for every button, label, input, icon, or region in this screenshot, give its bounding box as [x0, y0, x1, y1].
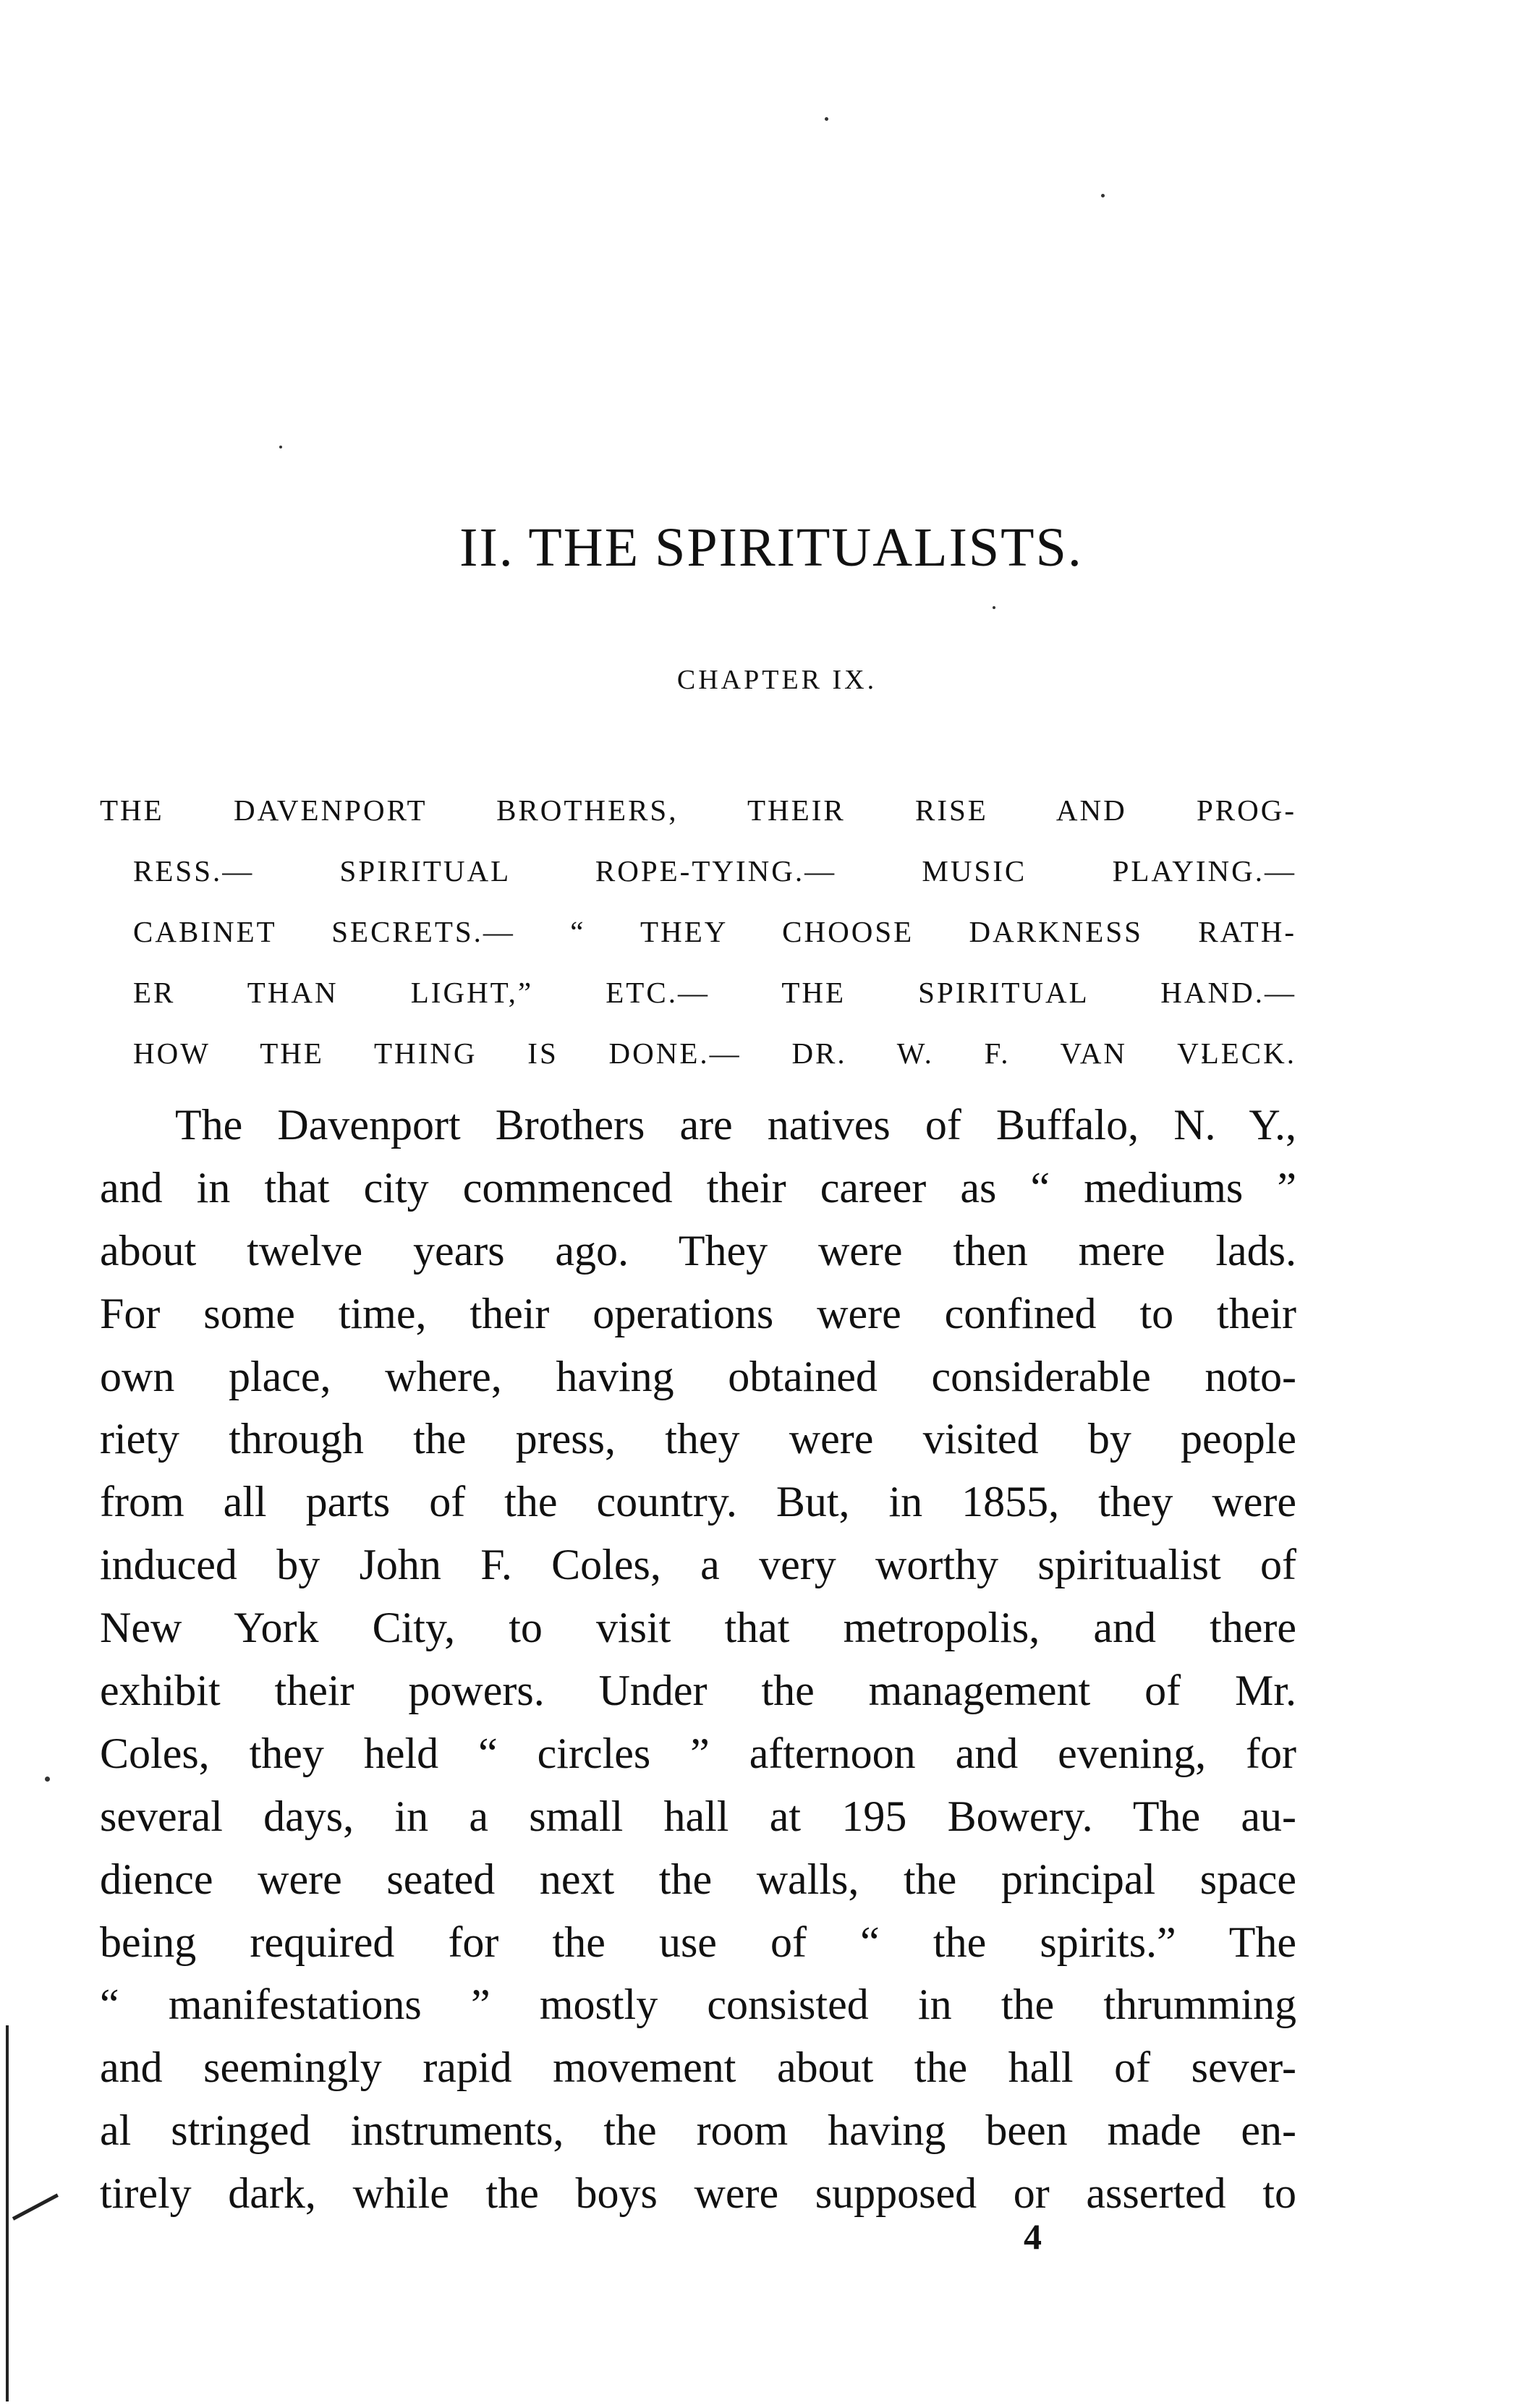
chapter-label: CHAPTER IX.	[676, 665, 878, 695]
text-line: own place, where, having obtained considerable noto-	[100, 1352, 1296, 1400]
synopsis-line: CABINET SECRETS.— “ THEY CHOOSE DARKNESS RATH-	[133, 915, 1296, 948]
text-line: New York City, to visit that metropolis, and there	[100, 1604, 1296, 1652]
paper-speck	[993, 606, 995, 609]
text-line: al stringed instruments, the room having been made en-	[100, 2106, 1296, 2155]
text-line: from all parts of the country. But, in 1855, they were	[100, 1478, 1296, 1526]
synopsis-line: ER THAN LIGHT,” ETC.— THE SPIRITUAL HAND.—	[133, 976, 1296, 1009]
text-line: For some time, their operations were confined to their	[100, 1289, 1296, 1337]
text-line: dience were seated next the walls, the principal space	[100, 1855, 1296, 1903]
text-line: and in that city commenced their career as “ mediums ”	[100, 1163, 1296, 1212]
synopsis-line: HOW THE THING IS DONE.— DR. W. F. VAN VLECK.	[133, 1037, 1296, 1070]
text-line: “ manifestations ” mostly consisted in the thrumming	[100, 1981, 1296, 2029]
text-line: being required for the use of “ the spirits.” The	[100, 1918, 1296, 1966]
text-line: tirely dark, while the boys were supposed or asserted to	[100, 2169, 1296, 2218]
text-line: and seemingly rapid movement about the hall of sever-	[100, 2043, 1296, 2092]
page-number: 4	[1024, 2216, 1042, 2257]
synopsis-line: THE DAVENPORT BROTHERS, THEIR RISE AND PROG-	[100, 794, 1296, 827]
synopsis-line: RESS.— SPIRITUAL ROPE-TYING.— MUSIC PLAYING.—	[133, 854, 1296, 888]
text-line: riety through the press, they were visited by people	[100, 1415, 1296, 1463]
text-line: Coles, they held “ circles ” afternoon and evening, for	[100, 1729, 1296, 1777]
paper-speck	[1101, 194, 1105, 197]
paper-speck	[825, 117, 828, 121]
paper-speck	[279, 446, 282, 448]
part-title: II. THE SPIRITUALISTS.	[459, 517, 1083, 578]
scan-edge-line	[6, 2025, 9, 2401]
body-paragraph	[100, 1094, 1296, 2225]
text-line: about twelve years ago. They were then mere lads.	[100, 1226, 1296, 1275]
text-line: The Davenport Brothers are natives of Buffalo, N. Y.,	[175, 1101, 1296, 1149]
text-line: several days, in a small hall at 195 Bowery. The au-	[100, 1792, 1296, 1840]
text-line: induced by John F. Coles, a very worthy spiritualist of	[100, 1541, 1296, 1589]
chapter-synopsis	[100, 780, 1296, 1084]
paper-speck	[45, 1777, 50, 1782]
text-line: exhibit their powers. Under the management of Mr.	[100, 1667, 1296, 1715]
